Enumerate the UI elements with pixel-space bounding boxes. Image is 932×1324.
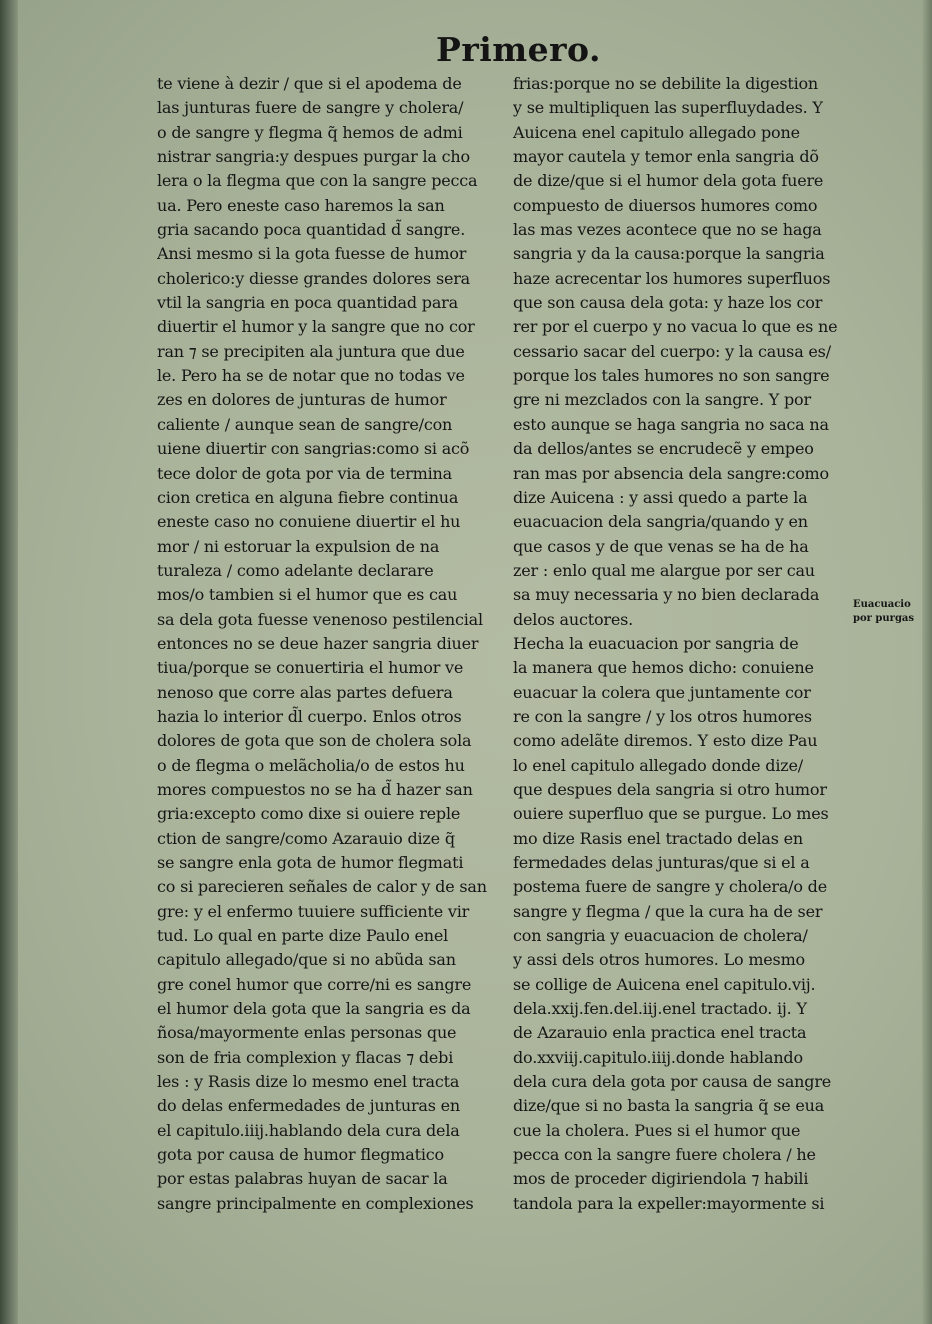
left-column-line: ran ⁊ se precipiten ala juntura que due [157, 341, 465, 361]
right-column-line: da dellos/antes se encrudecẽ y empeo [513, 439, 814, 459]
left-column-line: te viene à dezir / que si el apodema de [157, 74, 462, 93]
right-column-line: con sangria y euacuacion de cholera/ [513, 926, 808, 946]
right-column-line: que despues dela sangria si otro humor [513, 779, 827, 799]
left-column-line: gre conel humor que corre/ni es sangre [157, 974, 472, 994]
left-column-line: eneste caso no conuiene diuertir el hu [157, 512, 461, 532]
right-column-line: fermedades delas junturas/que si el a [513, 853, 810, 872]
right-column-line: Auicena enel capitulo allegado pone [513, 122, 800, 142]
right-column-line: dize/que si no basta la sangria q̃ se eua [513, 1096, 825, 1116]
right-column-line: haze acrecentar los humores superfluos [513, 268, 831, 288]
right-column-line: pecca con la sangre fuere cholera / he [513, 1145, 816, 1165]
right-column-line: compuesto de diuersos humores como [513, 195, 818, 215]
left-column-line: le. Pero ha se de notar que no todas ve [157, 366, 465, 386]
right-column-line: como adelãte diremos. Y esto dize Pau [513, 731, 818, 751]
right-column-line: tandola para la expeller:mayormente si [513, 1193, 825, 1213]
left-column-line: nenoso que corre alas partes defuera [157, 682, 453, 702]
right-column-line: delos auctores. [513, 609, 634, 629]
left-column-line: el humor dela gota que la sangria es da [157, 999, 471, 1019]
right-column-line: euacuacion dela sangria/quando y en [513, 512, 808, 532]
right-column-line: re con la sangre / y los otros humores [513, 706, 812, 726]
right-column-line: ran mas por absencia dela sangre:como [513, 463, 829, 483]
right-column-line: do.xxviij.capitulo.iiij.donde hablando [513, 1047, 803, 1067]
right-column-line: mo dize Rasis enel tractado delas en [513, 828, 804, 848]
left-column-line: gria:excepto como dixe si ouiere reple [157, 804, 461, 824]
right-column-line: la manera que hemos dicho: conuiene [513, 658, 814, 678]
right-column-line: mayor cautela y temor enla sangria dõ [513, 147, 819, 167]
left-column-line: sa dela gota fuesse venenoso pestilencial [157, 609, 483, 629]
marginal-note-line: Euacuacio [853, 599, 911, 610]
right-column-line: Hecha la euacuacion por sangria de [513, 633, 799, 653]
left-column-line: turaleza / como adelante declarare [157, 560, 434, 580]
marginal-note [853, 598, 931, 626]
right-column-line: cue la cholera. Pues si el humor que [513, 1120, 801, 1140]
left-column-line: les : y Rasis dize lo mesmo enel tracta [157, 1072, 460, 1092]
right-column-line: de dize/que si el humor dela gota fuere [513, 171, 824, 191]
right-column-line: sa muy necessaria y no bien declarada [513, 585, 820, 605]
left-column-line: ua. Pero eneste caso haremos la san [157, 195, 445, 215]
right-column-line: dela cura dela gota por causa de sangre [513, 1072, 832, 1092]
right-column-line: las mas vezes acontece que no se haga [513, 220, 822, 240]
left-column-line: tud. Lo qual en parte dize Paulo enel [157, 926, 449, 946]
right-column-line: euacuar la colera que juntamente cor [513, 682, 811, 702]
left-column-line: gre: y el enfermo tuuiere sufficiente vir [157, 901, 470, 921]
left-column-line: ñosa/mayormente enlas personas que [157, 1023, 457, 1043]
left-column-line: capitulo allegado/que si no abũda san [157, 950, 456, 970]
text-column-left [157, 72, 489, 1216]
right-column-line: zer : enlo qual me alargue por ser cau [513, 560, 815, 580]
left-column-line: las junturas fuere de sangre y cholera/ [157, 98, 464, 118]
right-column-line: y se multipliquen las superfluydades. Y [513, 98, 823, 118]
left-column-line: cholerico:y diesse grandes dolores sera [157, 268, 471, 288]
right-column-line: postema fuere de sangre y cholera/o de [513, 877, 827, 897]
left-column-line: caliente / aunque sean de sangre/con [157, 414, 453, 434]
left-column-line: son de fria complexion y flacas ⁊ debi [157, 1047, 454, 1067]
left-column-line: o de flegma o melãcholia/o de estos hu [157, 755, 465, 775]
left-column-line: zes en dolores de junturas de humor [157, 390, 447, 410]
right-column-line: dize Auicena : y assi quedo a parte la [513, 487, 808, 507]
left-column-line: gria sacando poca quantidad d̃ sangre. [157, 220, 466, 240]
right-column-line: gre ni mezclados con la sangre. Y por [513, 390, 811, 410]
running-head: Primero. [436, 30, 601, 69]
right-column-line: que casos y de que venas se ha de ha [513, 536, 809, 556]
left-column-line: ction de sangre/como Azarauio dize q̃ [157, 828, 455, 848]
left-column-line: mor / ni estoruar la expulsion de na [157, 536, 440, 556]
right-column-line: mos de proceder digiriendola ⁊ habili [513, 1169, 809, 1189]
right-column-line: de Azarauio enla practica enel tracta [513, 1023, 807, 1043]
left-column-line: diuertir el humor y la sangre que no cor [157, 317, 475, 337]
text-column-right [513, 72, 849, 1216]
left-column-line: Ansi mesmo si la gota fuesse de humor [157, 244, 467, 264]
right-column-line: cessario sacar del cuerpo: y la causa es/ [513, 341, 831, 361]
right-column-line: frias:porque no se debilite la digestion [513, 74, 819, 93]
right-column-line: ouiere superfluo que se purgue. Lo mes [513, 804, 829, 824]
right-column-line: y assi dels otros humores. Lo mesmo [513, 950, 805, 970]
left-column-line: mores compuestos no se ha d̃ hazer san [157, 779, 473, 799]
left-column-line: se sangre enla gota de humor flegmati [157, 853, 464, 872]
right-column-line: rer por el cuerpo y no vacua lo que es ne [513, 317, 838, 337]
left-column-line: gota por causa de humor flegmatico [157, 1145, 444, 1165]
left-column-line: lera o la flegma que con la sangre pecca [157, 171, 478, 191]
left-column-line: sangre principalmente en complexiones [157, 1193, 474, 1213]
right-column-line: que son causa dela gota: y haze los cor [513, 293, 823, 313]
left-column-line: do delas enfermedades de junturas en [157, 1096, 461, 1116]
left-column-line: tece dolor de gota por via de termina [157, 463, 452, 483]
page-gutter-shadow [0, 0, 18, 1324]
left-column-line: entonces no se deue hazer sangria diuer [157, 633, 479, 653]
left-column-line: mos/o tambien si el humor que es cau [157, 585, 458, 605]
left-column-line: vtil la sangria en poca quantidad para [157, 293, 458, 313]
right-column-line: lo enel capitulo allegado donde dize/ [513, 755, 803, 775]
page-fore-edge [922, 0, 932, 1324]
right-column-line: esto aunque se haga sangria no saca na [513, 414, 829, 434]
right-column-line: se collige de Auicena enel capitulo.vij. [513, 974, 816, 994]
left-column-line: co si parecieren señales de calor y de san [157, 877, 487, 897]
left-column-line: por estas palabras huyan de sacar la [157, 1169, 448, 1189]
left-column-line: hazia lo interior d̃l cuerpo. Enlos otros [157, 706, 462, 726]
bleed-through-margin [22, 82, 62, 94]
left-column-line: o de sangre y flegma q̃ hemos de admi [157, 122, 463, 142]
right-column-line: sangre y flegma / que la cura ha de ser [513, 901, 823, 921]
left-column-line: el capitulo.iiij.hablando dela cura dela [157, 1120, 460, 1140]
left-column-line: tiua/porque se conuertiria el humor ve [157, 658, 464, 678]
left-column-line: uiene diuertir con sangrias:como si acõ [157, 439, 470, 459]
right-column-line: porque los tales humores no son sangre [513, 366, 830, 386]
left-column-line: dolores de gota que son de cholera sola [157, 731, 472, 751]
right-column-line: sangria y da la causa:porque la sangria [513, 244, 825, 264]
right-column-line: dela.xxij.fen.del.iij.enel tractado. ij. Y [513, 999, 807, 1019]
left-column-line: cion cretica en alguna fiebre continua [157, 487, 459, 507]
left-column-line: nistrar sangria:y despues purgar la cho [157, 147, 470, 167]
marginal-note-line: por purgas [853, 613, 915, 624]
